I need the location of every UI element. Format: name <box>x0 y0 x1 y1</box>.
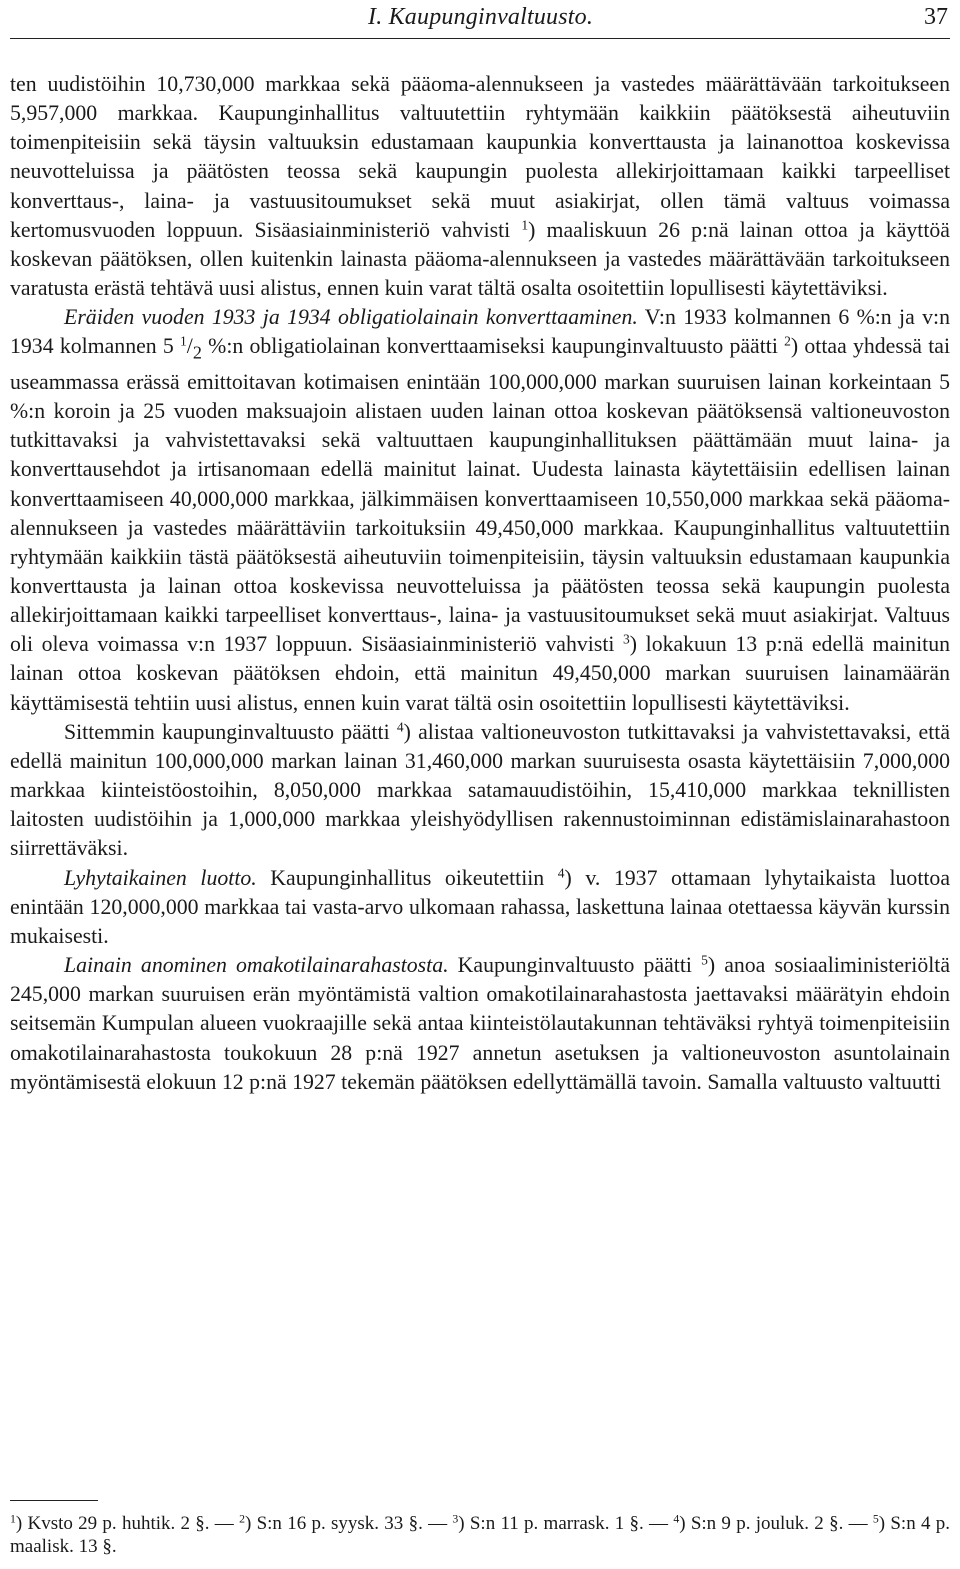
footnote-ref: 4 <box>396 719 404 735</box>
footnote-ref: 1 <box>521 217 529 233</box>
paragraph-text: Sittemmin kaupunginvaltuusto päätti <box>64 719 397 744</box>
body-text <box>10 70 950 1097</box>
footnote-line <box>10 1512 950 1558</box>
footnote-text: ) S:n 11 p. marrask. 1 §. — <box>458 1513 674 1534</box>
page-number: 37 <box>924 4 948 30</box>
running-header <box>10 2 950 32</box>
paragraph-text: ) ottaa yhdessä tai useammassa erässä emittoitavan kotimaisen enintään 100,000,000 markan suuruisen lainan korkeintaan 5 %:n koroin ja 25 vuoden maksuajoin alistaen uuden lainan ottoa koskevan päätöksensä valtioneuvoston tutkittavaksi ja vahvistettavaksi sekä valtuuttaen kaupunginhallituksen päättämään muut laina- ja konverttausehdot ja irtisanomaan edellä mainitut lainat. Uudesta lainasta käytettäisiin edellisen lainan konverttaamiseen 40,000,000 markkaa, jälkimmäisen konverttaamiseen 10,550,000 markkaa sekä pääoma-alennukseen ja vastedes määrättäviin tarkoituksiin 49,450,000 markkaa. Kaupunginhallitus valtuutettiin ryhtymään kaikkiin tästä päätöksestä aiheutuviin toimenpiteisiin, täysin valtuuksin edustamaan kaupunkia konverttausta ja lainan ottoa koskevissa neuvotteluissa ja päätösten teossa sekä kaupungin puolesta allekirjoittamaan kaikki tarpeelliset konverttaus-, laina- ja vastuusitoumukset sekä muut asiakirjat. Valtuus oli oleva voimassa v:n 1937 loppuun. Sisäasiainministeriö vahvisti <box>10 334 950 657</box>
section-heading: Eräiden vuoden 1933 ja 1934 obligatiolainain konverttaaminen. <box>64 305 638 330</box>
paragraph-text: ten uudistöihin 10,730,000 markkaa sekä pääoma-alennukseen ja vastedes määrättävään tarkoitukseen 5,957,000 markkaa. Kaupunginhallitus valtuutettiin ryhtymään kaikkiin päätöksestä aiheutuviin toimenpiteisiin sekä täysin valtuuksin edustamaan kaupunkia konverttausta ja lainanottoa koskevissa neuvotteluissa ja päätösten teossa sekä kaupungin puolesta allekirjoittamaan kaikki tarpeelliset konverttaus-, laina- ja vastuusitoumukset sekä muut asiakirjat, ollen tämä valtuus voimassa kertomusvuoden loppuun. Sisäasiainministeriö vahvisti <box>10 72 950 242</box>
paragraph-home-loan-fund <box>10 951 950 1097</box>
paragraph-text: V:n 1933 kolmannen 6 %:n ja v:n 1934 kolmannen 5 <box>10 305 950 359</box>
paragraph-text: Kaupunginvaltuusto päätti <box>448 953 702 978</box>
footnote-ref: 2 <box>784 333 791 349</box>
footnote-ref: 4 <box>557 865 565 881</box>
section-heading: Lainain anominen omakotilainarahastosta. <box>64 953 449 978</box>
paragraph-text: %:n obligatiolainan konverttaamiseksi kaupunginvaltuusto päätti <box>201 334 785 359</box>
paragraph-text: ) alistaa valtioneuvoston tutkittavaksi ja vahvistettavaksi, että edellä mainitun 100,000,000 markan lainan 31,460,000 markan suuruisesta osasta käytettäisiin 7,000,000 markkaa kiinteistöostoihin, 8,050,000 markkaa satamauudistöihin, 15,410,000 markkaa teknillisten laitosten uudistöihin ja 1,000,000 markkaa yleishyödyllisen rakennustoiminnan edistämislainarahastoon siirrettäväksi. <box>10 719 950 861</box>
footnote-marker: 5 <box>872 1512 879 1526</box>
fraction-slash: / <box>186 334 193 359</box>
paragraph-text: ) lokakuun 13 p:nä edellä mainitun lainan ottoa koskevan päätöksen ehdoin, että mainitun 49,450,000 markan suuruisen lainamäärän käyttämisestä tehtiin uusi alistus, ennen kuin varat tältä osin osoitettiin lopullisesti käytettäviksi. <box>10 632 950 715</box>
paragraph-text: Kaupunginhallitus oikeutettiin <box>256 865 558 890</box>
footnote-text: ) Kvsto 29 p. huhtik. 2 §. — <box>15 1513 240 1534</box>
footnote-ref: 3 <box>623 631 630 647</box>
paragraph-loan-continuation <box>10 70 950 303</box>
footnote-text: ) S:n 9 p. jouluk. 2 §. — <box>679 1513 873 1534</box>
fraction-denominator: 2 <box>192 342 202 363</box>
footnote-ref: 5 <box>701 952 708 968</box>
header-rule <box>10 38 950 39</box>
footnote-marker: 2 <box>239 1512 245 1526</box>
paragraph-text: ) v. 1937 ottamaan lyhytaikaista luottoa enintään 120,000,000 markkaa tai vasta-arvo ulkomaan rahassa, laskettuna lainaa otettaessa käyvän kurssin mukaisesti. <box>10 865 950 948</box>
footnote-marker: 4 <box>673 1512 680 1526</box>
footnote-marker: 3 <box>452 1512 459 1526</box>
paragraph-bond-conversion <box>10 303 950 718</box>
paragraph-text: ) anoa sosiaaliministeriöltä 245,000 markan suuruisen erän myöntämistä valtion omakotilainarahastosta jaettavaksi määrätyin ehdoin seitsemän Kumpulan alueen vuokraajille sekä antaa kiinteistölautakunnan tehtäväksi ryhtyä toimenpiteisiin omakotilainarahastosta toukokuun 28 p:nä 1927 annetun asetuksen ja valtioneuvoston asuntolainain myöntämisestä elokuun 12 p:nä 1927 tekemän päätöksen edellyttämällä tavoin. Samalla valtuusto valtuutti <box>10 953 951 1094</box>
paragraph-text: ) maaliskuun 26 p:nä lainan ottoa ja käyttöä koskevan päätöksen, ollen kuitenkin lainasta pääoma-alennukseen ja vastedes määrättävään tarkoitukseen varatusta erästä tehtävä uusi alistus, ennen kuin varat tältä osalta osoitettiin lopullisesti käytettäviksi. <box>10 217 950 301</box>
footnote-rule <box>10 1500 98 1501</box>
running-title: I. Kaupunginvaltuusto. <box>368 4 594 30</box>
fraction-numerator: 1 <box>180 333 187 349</box>
footnote-text: ) S:n 16 p. syysk. 33 §. — <box>244 1513 453 1534</box>
paragraph-short-term-credit <box>10 864 950 951</box>
footnote-text: ) S:n 4 p. maalisk. 13 §. <box>10 1513 950 1557</box>
paragraph-loan-allocation <box>10 718 950 864</box>
footnote-marker: 1 <box>10 1512 16 1526</box>
section-heading: Lyhytaikainen luotto. <box>64 865 257 890</box>
footnotes <box>10 1512 950 1558</box>
